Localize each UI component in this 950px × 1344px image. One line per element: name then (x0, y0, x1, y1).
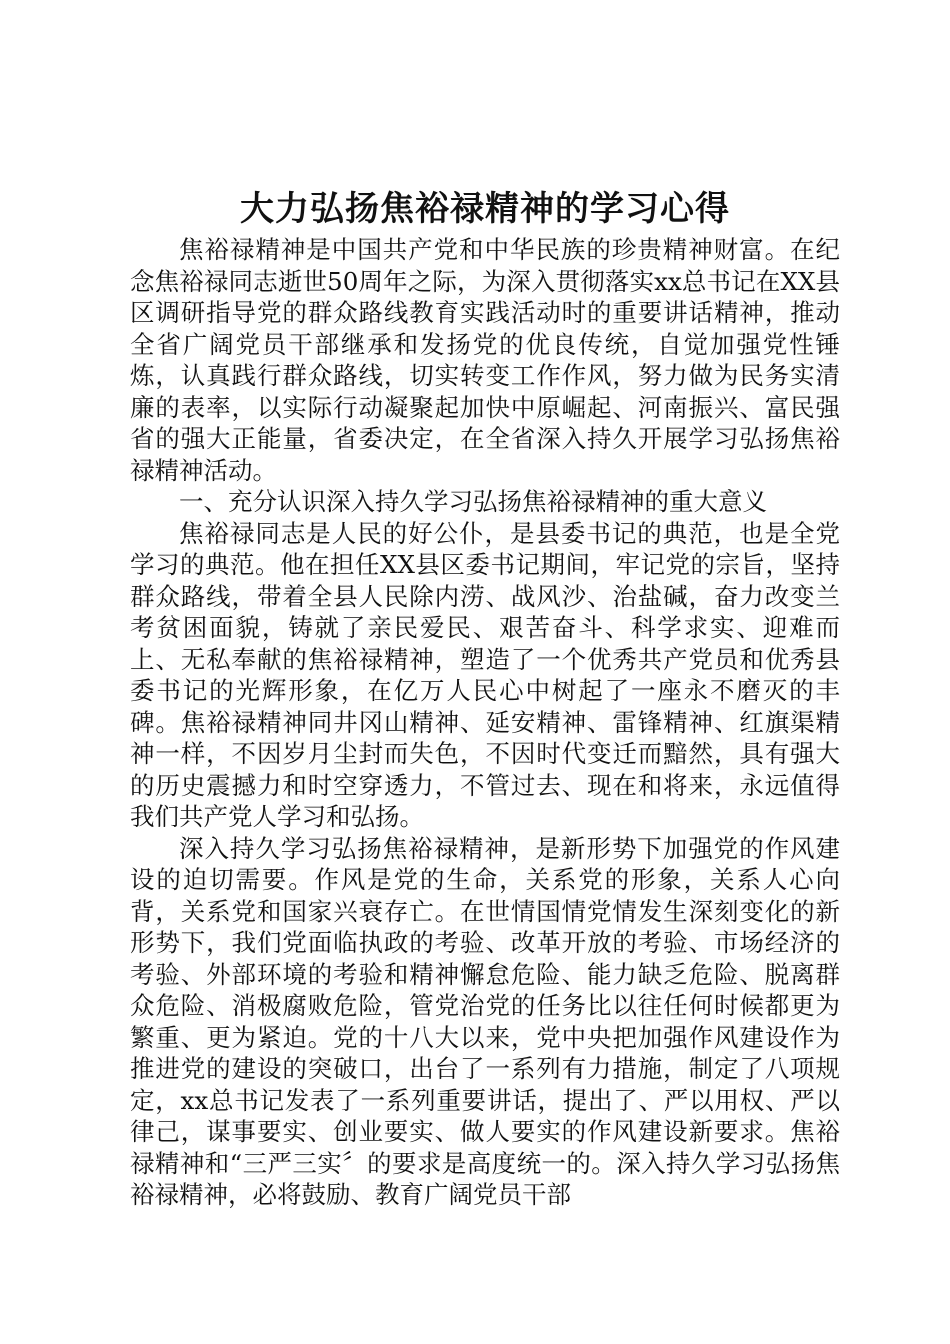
document-page (130, 186, 840, 1211)
paragraph-party-style: 深入持久学习弘扬焦裕禄精神，是新形势下加强党的作风建设的迫切需要。作风是党的生命，关系党的形象，关系人心向背，关系党和国家兴衰存亡。在世情国情党情发生深刻变化的新形势下，我们党面临执政的考验、改革开放的考验、市场经济的考验、外部环境的考验和精神懈怠危险、能力缺乏危险、脱离群众危险、消极腐败危险，管党治党的任务比以往任何时候都更为繁重、更为紧迫。党的十八大以来，党中央把加强作风建设作为推进党的建设的突破口，出台了一系列有力措施，制定了八项规定，xx总书记发表了一系列重要讲话，提出了、严以用权、严以律己，谋事要实、创业要实、做人要实的作风建设新要求。焦裕禄精神和“三严三实〞的要求是高度统一的。深入持久学习弘扬焦裕禄精神，必将鼓励、教育广阔党员干部 (130, 833, 840, 1209)
section-heading-1: 一、充分认识深入持久学习弘扬焦裕禄精神的重大意义 (179, 487, 767, 516)
paragraph-jiao-yulu-model: 焦裕禄同志是人民的好公仆，是县委书记的典范，也是全党学习的典范。他在担任XX县区委书记期间，牢记党的宗旨，坚持群众路线，带着全县人民除内涝、战风沙、治盐碱，奋力改变兰考贫困面貌，铸就了亲民爱民、艰苦奋斗、科学求实、迎难而上、无私奉献的焦裕禄精神，塑造了一个优秀共产党员和优秀县委书记的光辉形象，在亿万人民心中树起了一座永不磨灭的丰碑。焦裕禄精神同井冈山精神、延安精神、雷锋精神、红旗渠精神一样，不因岁月尘封而失色，不因时代变迁而黯然，具有强大的历史震撼力和时空穿透力，不管过去、现在和将来，永远值得我们共产党人学习和弘扬。 (130, 518, 840, 831)
document-title: 大力弘扬焦裕禄精神的学习心得 (240, 189, 730, 229)
paragraph-intro: 焦裕禄精神是中国共产党和中华民族的珍贵精神财富。在纪念焦裕禄同志逝世50周年之际，为深入贯彻落实xx总书记在XX县区调研指导党的群众路线教育实践活动时的重要讲话精神，推动全省广阔党员干部继承和发扬党的优良传统，自觉加强党性锤炼，认真践行群众路线，切实转变工作作风，努力做为民务实清廉的表率，以实际行动凝聚起加快中原崛起、河南振兴、富民强省的强大正能量，省委决定，在全省深入持久开展学习弘扬焦裕禄精神活动。 (130, 235, 840, 485)
